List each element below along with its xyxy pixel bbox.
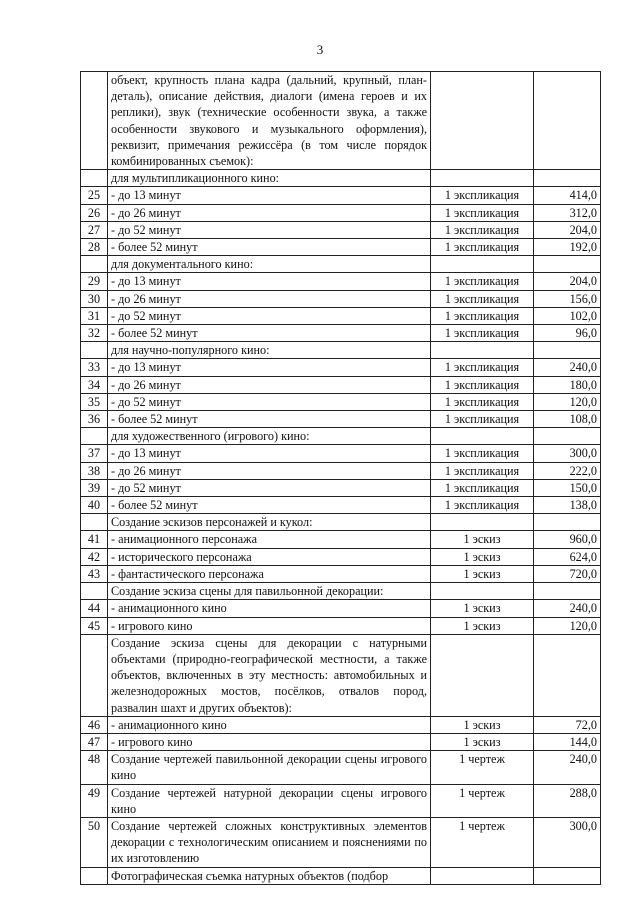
table-row: [81, 72, 601, 170]
row-description: - до 52 минут: [108, 479, 431, 496]
row-description: - до 13 минут: [108, 187, 431, 204]
row-number: [81, 634, 108, 716]
row-unit: 1 эскиз: [431, 617, 534, 634]
row-price: 222,0: [534, 462, 601, 479]
row-number: 33: [81, 359, 108, 376]
row-unit: 1 эскиз: [431, 548, 534, 565]
row-price: 192,0: [534, 239, 601, 256]
row-unit: [431, 72, 534, 170]
row-number: 49: [81, 784, 108, 817]
table-row: [81, 817, 601, 867]
row-unit: 1 экспликация: [431, 307, 534, 324]
row-number: [81, 867, 108, 884]
row-description: - анимационного персонажа: [108, 531, 431, 548]
row-description: - игрового кино: [108, 733, 431, 750]
row-unit: 1 экспликация: [431, 393, 534, 410]
table-row: [81, 634, 601, 716]
row-price: [534, 170, 601, 187]
table-row: [81, 617, 601, 634]
page-number: 3: [316, 42, 324, 57]
row-price: [534, 867, 601, 884]
table-row: [81, 307, 601, 324]
row-unit: 1 экспликация: [431, 290, 534, 307]
price-table: [80, 71, 601, 885]
row-description: объект, крупность плана кадра (дальний, крупный, план-деталь), описание действия, диалоги (имена героев и их реплики), звук (технические особенности звука, а также особенности звукового и музыкального оформления), реквизит, примечания режиссёра (в том числе порядок комбинированных съемок):: [108, 72, 431, 170]
table-row: [81, 479, 601, 496]
row-unit: 1 экспликация: [431, 462, 534, 479]
row-number: 25: [81, 187, 108, 204]
table-row: [81, 733, 601, 750]
row-price: [534, 583, 601, 600]
row-price: 120,0: [534, 617, 601, 634]
row-price: 138,0: [534, 497, 601, 514]
row-description: - до 26 минут: [108, 204, 431, 221]
row-unit: 1 экспликация: [431, 221, 534, 238]
row-price: 414,0: [534, 187, 601, 204]
row-description: Создание эскиза сцены для декорации с натурными объектами (природно-географической местности, а также объектов, включенных в эту местность: автомобильных и железнодорожных мостов, посёлков, отвалов пород, развалин шахт и других объектов):: [108, 634, 431, 716]
row-number: 44: [81, 600, 108, 617]
row-description: для мультипликационного кино:: [108, 170, 431, 187]
row-description: - более 52 минут: [108, 239, 431, 256]
row-description: Создание чертежей сложных конструктивных элементов декорации с технологическим описанием и пояснениями по их изготовлению: [108, 817, 431, 867]
table-row: [81, 411, 601, 428]
row-number: 47: [81, 733, 108, 750]
row-number: [81, 170, 108, 187]
row-price: 204,0: [534, 273, 601, 290]
row-number: 40: [81, 497, 108, 514]
row-price: 720,0: [534, 565, 601, 582]
row-description: - фантастического персонажа: [108, 565, 431, 582]
row-description: - до 52 минут: [108, 221, 431, 238]
row-number: 37: [81, 445, 108, 462]
row-unit: [431, 170, 534, 187]
row-unit: 1 эскиз: [431, 531, 534, 548]
row-unit: 1 экспликация: [431, 497, 534, 514]
table-row: [81, 497, 601, 514]
table-row: [81, 187, 601, 204]
row-price: [534, 256, 601, 273]
row-price: 204,0: [534, 221, 601, 238]
row-number: [81, 583, 108, 600]
row-number: [81, 72, 108, 170]
row-unit: 1 экспликация: [431, 445, 534, 462]
row-unit: 1 экспликация: [431, 325, 534, 342]
row-unit: [431, 867, 534, 884]
table-row: [81, 867, 601, 884]
row-number: 46: [81, 716, 108, 733]
row-number: 31: [81, 307, 108, 324]
row-number: 27: [81, 221, 108, 238]
row-unit: 1 экспликация: [431, 359, 534, 376]
table-row: [81, 531, 601, 548]
row-description: Создание эскиза сцены для павильонной декорации:: [108, 583, 431, 600]
row-unit: [431, 428, 534, 445]
table-row: [81, 239, 601, 256]
row-price: 96,0: [534, 325, 601, 342]
row-price: 300,0: [534, 817, 601, 867]
row-price: 288,0: [534, 784, 601, 817]
row-unit: 1 эскиз: [431, 565, 534, 582]
row-description: для документального кино:: [108, 256, 431, 273]
row-description: - до 26 минут: [108, 376, 431, 393]
row-price: 624,0: [534, 548, 601, 565]
row-price: 180,0: [534, 376, 601, 393]
section-row: [81, 342, 601, 359]
row-unit: [431, 514, 534, 531]
row-description: для научно-популярного кино:: [108, 342, 431, 359]
row-description: для художественного (игрового) кино:: [108, 428, 431, 445]
table-row: [81, 290, 601, 307]
row-number: [81, 514, 108, 531]
row-price: 960,0: [534, 531, 601, 548]
row-price: [534, 72, 601, 170]
section-row: [81, 256, 601, 273]
row-unit: 1 эскиз: [431, 733, 534, 750]
row-description: Создание чертежей натурной декорации сцены игрового кино: [108, 784, 431, 817]
row-description: - исторического персонажа: [108, 548, 431, 565]
row-description: - более 52 минут: [108, 325, 431, 342]
row-number: 32: [81, 325, 108, 342]
table-row: [81, 445, 601, 462]
row-number: 28: [81, 239, 108, 256]
table-row: [81, 565, 601, 582]
row-description: - до 26 минут: [108, 290, 431, 307]
table-row: [81, 462, 601, 479]
row-description: - до 13 минут: [108, 359, 431, 376]
row-description: - до 52 минут: [108, 307, 431, 324]
table-row: [81, 751, 601, 784]
row-number: 30: [81, 290, 108, 307]
row-unit: 1 экспликация: [431, 273, 534, 290]
row-number: 45: [81, 617, 108, 634]
row-unit: 1 экспликация: [431, 411, 534, 428]
row-unit: [431, 634, 534, 716]
row-price: 120,0: [534, 393, 601, 410]
row-description: Создание эскизов персонажей и кукол:: [108, 514, 431, 531]
row-description: Фотографическая съемка натурных объектов (подбор: [108, 867, 431, 884]
row-number: 50: [81, 817, 108, 867]
row-number: 35: [81, 393, 108, 410]
row-unit: 1 экспликация: [431, 187, 534, 204]
row-description: - до 13 минут: [108, 273, 431, 290]
price-table-body: [81, 72, 601, 885]
row-price: [534, 634, 601, 716]
table-row: [81, 784, 601, 817]
row-price: 108,0: [534, 411, 601, 428]
row-number: [81, 256, 108, 273]
row-description: - анимационного кино: [108, 600, 431, 617]
row-number: 39: [81, 479, 108, 496]
row-price: 144,0: [534, 733, 601, 750]
row-unit: 1 экспликация: [431, 376, 534, 393]
row-unit: 1 эскиз: [431, 716, 534, 733]
row-description: - более 52 минут: [108, 497, 431, 514]
row-unit: 1 чертеж: [431, 751, 534, 784]
row-price: 240,0: [534, 600, 601, 617]
table-row: [81, 204, 601, 221]
row-unit: 1 экспликация: [431, 239, 534, 256]
row-description: - до 13 минут: [108, 445, 431, 462]
row-price: 156,0: [534, 290, 601, 307]
row-number: 43: [81, 565, 108, 582]
row-price: [534, 514, 601, 531]
section-row: [81, 583, 601, 600]
row-unit: 1 чертеж: [431, 784, 534, 817]
row-unit: 1 экспликация: [431, 204, 534, 221]
table-row: [81, 221, 601, 238]
row-number: [81, 342, 108, 359]
section-row: [81, 428, 601, 445]
table-row: [81, 325, 601, 342]
row-unit: [431, 583, 534, 600]
row-price: [534, 428, 601, 445]
row-number: 34: [81, 376, 108, 393]
row-price: [534, 342, 601, 359]
section-row: [81, 170, 601, 187]
row-price: 312,0: [534, 204, 601, 221]
row-price: 240,0: [534, 359, 601, 376]
row-price: 300,0: [534, 445, 601, 462]
row-description: - более 52 минут: [108, 411, 431, 428]
row-description: - до 52 минут: [108, 393, 431, 410]
row-number: 38: [81, 462, 108, 479]
row-number: [81, 428, 108, 445]
row-unit: [431, 256, 534, 273]
row-number: 42: [81, 548, 108, 565]
row-unit: 1 чертеж: [431, 817, 534, 867]
row-description: - до 26 минут: [108, 462, 431, 479]
row-price: 150,0: [534, 479, 601, 496]
row-price: 240,0: [534, 751, 601, 784]
row-description: Создание чертежей павильонной декорации сцены игрового кино: [108, 751, 431, 784]
table-row: [81, 548, 601, 565]
row-number: 41: [81, 531, 108, 548]
row-price: 102,0: [534, 307, 601, 324]
table-row: [81, 393, 601, 410]
row-description: - анимационного кино: [108, 716, 431, 733]
row-number: 36: [81, 411, 108, 428]
table-row: [81, 359, 601, 376]
table-row: [81, 600, 601, 617]
row-number: 48: [81, 751, 108, 784]
row-unit: 1 эскиз: [431, 600, 534, 617]
table-row: [81, 376, 601, 393]
section-row: [81, 514, 601, 531]
row-unit: [431, 342, 534, 359]
row-number: 26: [81, 204, 108, 221]
row-description: - игрового кино: [108, 617, 431, 634]
row-number: 29: [81, 273, 108, 290]
table-row: [81, 716, 601, 733]
row-unit: 1 экспликация: [431, 479, 534, 496]
row-price: 72,0: [534, 716, 601, 733]
table-row: [81, 273, 601, 290]
